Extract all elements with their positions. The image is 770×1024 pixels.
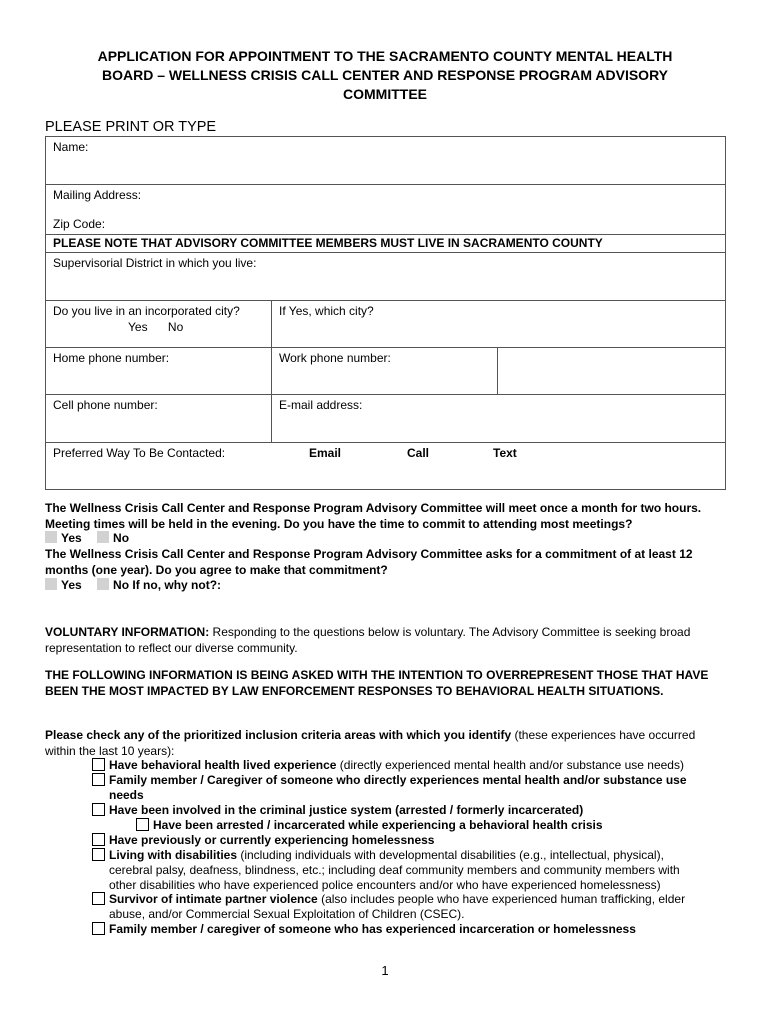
criterion-label: Survivor of intimate partner violence: [109, 892, 318, 906]
incorporated-yes-option[interactable]: Yes: [128, 320, 148, 334]
home-phone-field[interactable]: [46, 348, 272, 395]
criterion-label: Have previously or currently experiencing homelessness: [109, 833, 435, 847]
criterion-checkbox[interactable]: [92, 922, 105, 935]
criterion-checkbox[interactable]: [92, 758, 105, 771]
criterion-checkbox[interactable]: [92, 773, 105, 786]
criterion-lived-experience: [92, 758, 732, 773]
meeting-no-label: No: [113, 531, 130, 545]
incorporated-city-label: Do you live in an incorporated city?: [53, 304, 240, 318]
criterion-ipv-survivor: [92, 892, 732, 922]
criterion-label: Have behavioral health lived experience: [109, 758, 337, 772]
criterion-detail: (directly experienced mental health and/or substance use needs): [336, 758, 684, 772]
preferred-contact-field: [46, 443, 726, 490]
address-field[interactable]: [46, 185, 726, 235]
contact-option-call[interactable]: Call: [407, 446, 430, 460]
criterion-label: Family member / Caregiver of someone who directly experiences mental health and/or substance use: [109, 773, 687, 787]
year-yes-label: Yes: [61, 578, 82, 592]
criterion-criminal-justice: [92, 803, 732, 818]
criteria-intro-bold: Please check any of the prioritized inclusion criteria areas with which you identify: [45, 728, 512, 742]
criterion-detail: (also includes people who have experienced human trafficking, elder: [317, 892, 686, 906]
district-field[interactable]: [46, 253, 726, 301]
title-line-1: APPLICATION FOR APPOINTMENT TO THE SACRAMENTO COUNTY MENTAL HEALTH: [97, 48, 673, 64]
criteria-intro: [45, 728, 725, 759]
criteria-intro-text: (these experiences have occurred within the last 10 years):: [45, 728, 696, 758]
email-address-label: E-mail address:: [279, 398, 363, 412]
criterion-detail-cont: other disabilities who have experienced police encounters and/or who have experienced homelessness): [109, 878, 661, 892]
year-commitment-options: [45, 578, 221, 592]
criterion-family-caregiver: [92, 773, 732, 803]
title-line-2: BOARD – WELLNESS CRISIS CALL CENTER AND RESPONSE PROGRAM ADVISORY: [101, 67, 668, 83]
which-city-field[interactable]: [272, 301, 726, 348]
criterion-checkbox[interactable]: [136, 818, 149, 831]
meeting-no-checkbox[interactable]: [97, 531, 109, 543]
cell-phone-label: Cell phone number:: [53, 398, 158, 412]
incorporated-no-option[interactable]: No: [167, 320, 184, 334]
incorporated-city-field: [46, 301, 272, 348]
criterion-label: Family member / caregiver of someone who has experienced incarceration or homelessness: [109, 922, 636, 936]
criterion-detail-cont: cerebral palsy, deafness, blindness, etc.; including deaf community members and community members with: [109, 863, 680, 877]
which-city-label: If Yes, which city?: [279, 304, 374, 318]
year-no-label: No If no, why not?:: [113, 578, 222, 592]
zip-code-label: Zip Code:: [53, 217, 106, 231]
overrepresent-statement: THE FOLLOWING INFORMATION IS BEING ASKED WITH THE INTENTION TO OVERREPRESENT THOSE THAT HAVE BEEN THE MOST IMPACTED BY LAW ENFORCEMENT RESPONSES TO BEHAVIORAL HEALTH SITUATIONS.: [45, 668, 709, 698]
name-label: Name:: [53, 140, 89, 154]
county-residence-note: PLEASE NOTE THAT ADVISORY COMMITTEE MEMBERS MUST LIVE IN SACRAMENTO COUNTY: [46, 235, 726, 253]
contact-option-text[interactable]: Text: [493, 446, 517, 460]
work-phone-field[interactable]: [272, 348, 498, 395]
criterion-checkbox[interactable]: [92, 848, 105, 861]
mailing-address-label: Mailing Address:: [53, 188, 142, 202]
criterion-homelessness: [92, 833, 732, 848]
criterion-checkbox[interactable]: [92, 803, 105, 816]
meeting-yes-checkbox[interactable]: [45, 531, 57, 543]
year-commitment-question: The Wellness Crisis Call Center and Response Program Advisory Committee asks for a commitment of at least 12 months (one year). Do you agree to make that commitment?: [45, 547, 693, 577]
work-phone-extra-field[interactable]: [498, 348, 726, 395]
voluntary-label: VOLUNTARY INFORMATION:: [45, 625, 210, 639]
criterion-label: Have been arrested / incarcerated while experiencing a behavioral health crisis: [153, 818, 603, 832]
preferred-contact-label: Preferred Way To Be Contacted:: [53, 446, 226, 460]
criterion-disabilities: [92, 848, 732, 893]
voluntary-information: [45, 625, 725, 656]
criterion-family-incarceration: [92, 922, 732, 937]
meeting-yes-label: Yes: [61, 531, 82, 545]
criterion-detail-cont: abuse, and/or Commercial Sexual Exploitation of Children (CSEC).: [109, 907, 465, 921]
print-or-type-label: PLEASE PRINT OR TYPE: [45, 119, 217, 135]
meeting-commitment-question: The Wellness Crisis Call Center and Response Program Advisory Committee will meet once a month for two hours. Meeting times will be held in the evening. Do you have the time to commit to attending most meetings?: [45, 501, 702, 531]
criterion-label-cont: needs: [109, 788, 144, 802]
criterion-label: Living with disabilities: [109, 848, 238, 862]
cell-phone-field[interactable]: [46, 395, 272, 443]
voluntary-text: Responding to the questions below is voluntary. The Advisory Committee is seeking broad representation to reflect our diverse community.: [45, 625, 691, 655]
name-field[interactable]: [46, 137, 726, 185]
application-form-table: [45, 136, 726, 490]
year-no-checkbox[interactable]: [97, 578, 109, 590]
contact-option-email[interactable]: Email: [309, 446, 342, 460]
home-phone-label: Home phone number:: [53, 351, 170, 365]
title-line-3: COMMITTEE: [343, 86, 427, 102]
criterion-checkbox[interactable]: [92, 833, 105, 846]
page-number: 1: [381, 963, 389, 978]
work-phone-label: Work phone number:: [279, 351, 391, 365]
meeting-commitment-options: [45, 531, 129, 545]
criterion-arrested-in-crisis: [136, 818, 770, 833]
criterion-label: Have been involved in the criminal justice system (arrested / formerly incarcerated): [109, 803, 584, 817]
district-label: Supervisorial District in which you live:: [53, 256, 257, 270]
document-title: [40, 47, 730, 104]
year-yes-checkbox[interactable]: [45, 578, 57, 590]
criterion-checkbox[interactable]: [92, 892, 105, 905]
criterion-detail: (including individuals with developmental disabilities (e.g., intellectual, physical),: [237, 848, 664, 862]
email-address-field[interactable]: [272, 395, 726, 443]
